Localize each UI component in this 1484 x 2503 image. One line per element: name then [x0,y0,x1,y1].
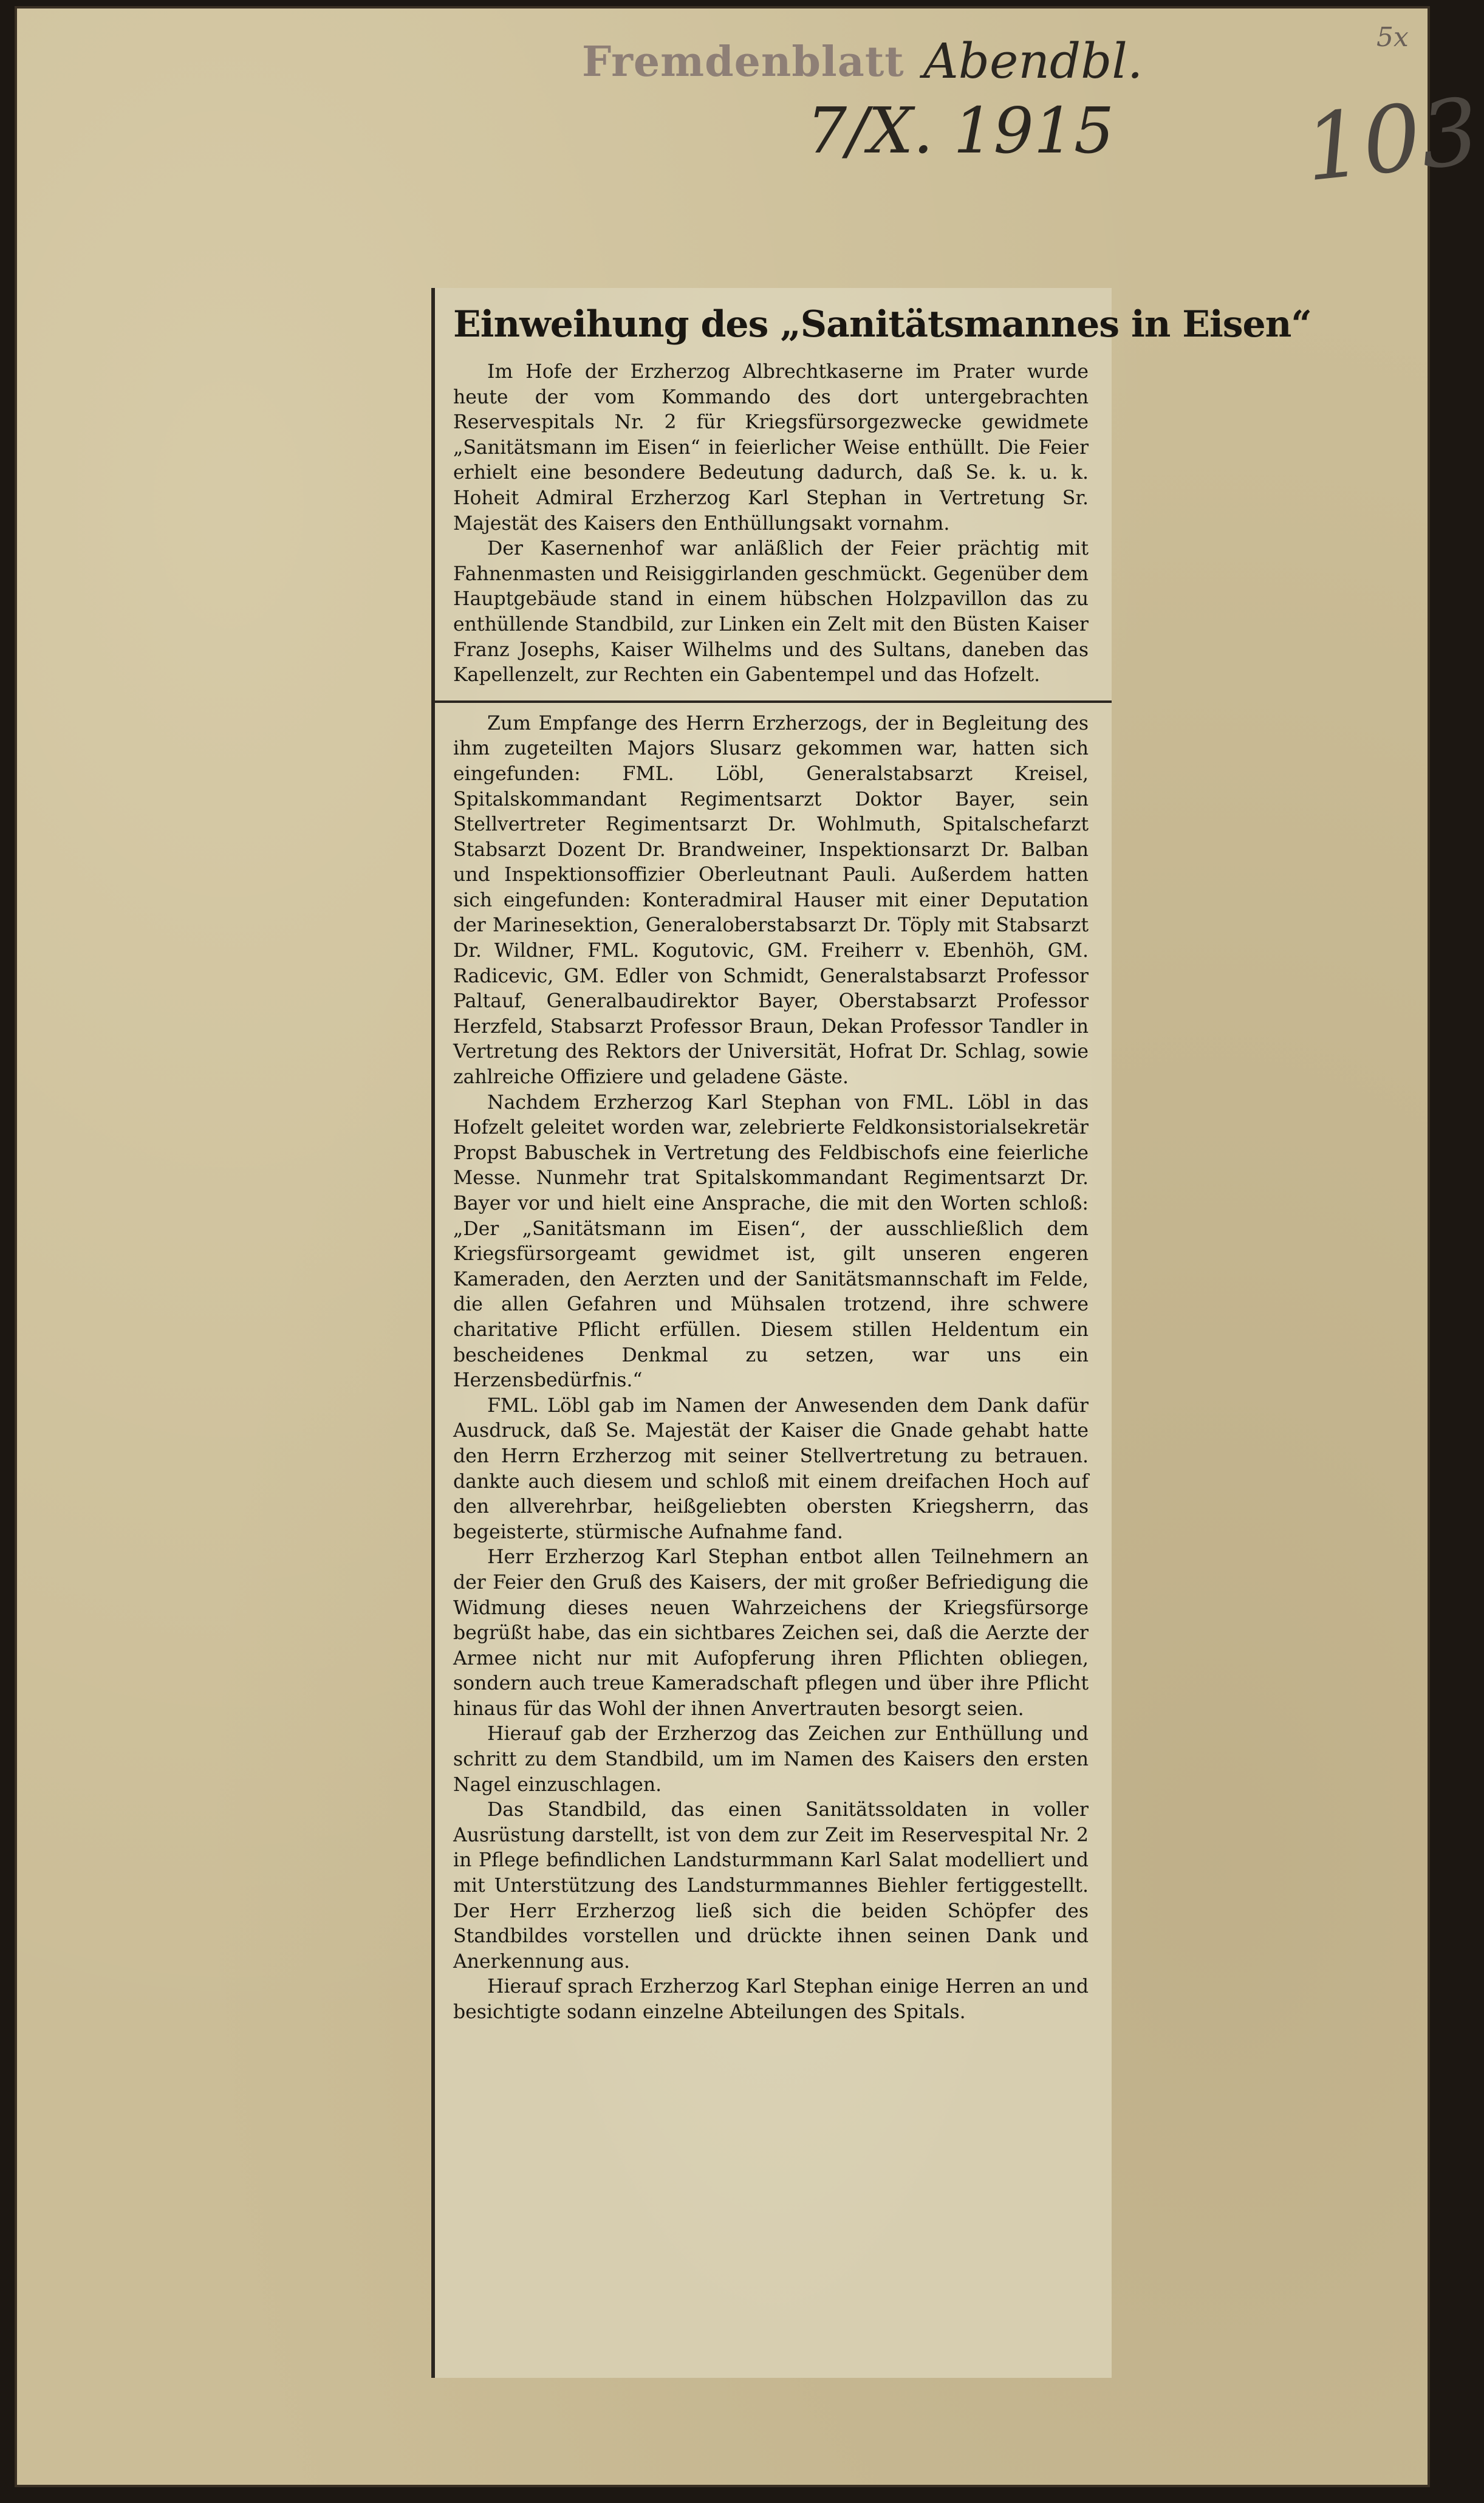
separator-gap [453,703,1089,711]
handwritten-date: 7/X. 1915 [807,94,1115,168]
article-paragraph: Herr Erzherzog Karl Stephan entbot allen Teilnehmern an der Feier den Gruß des Kaisers, der mit großer Befriedigung die Widmung dieses neuen Wahrzeichens der Kriegsfürsorge begrüßt habe, das ein sichtbares Zeichen sei, daß die Aerzte der Armee nicht nur mit Aufopferung ihren Pflichten obliegen, sondern auch treue Kameradschaft pflegen und über ihre Pflicht hinaus für das Wohl der ihnen Anvertrauten besorgt seien. [453,1546,1089,1720]
handwritten-corner-mark: 5x [1376,22,1409,53]
article-paragraph: Hierauf sprach Erzherzog Karl Stephan einige Herren an und besichtigte sodann einzelne Abteilungen des Spitals. [453,1976,1089,2023]
article-headline: Einweihung des „Sanitätsmannes in Eisen“ [453,303,1311,346]
handwritten-folio-number: 103 [1299,78,1484,202]
article-paragraph: Das Standbild, das einen Sanitätssoldaten in voller Ausrüstung darstellt, ist von dem zur Zeit im Reservespital Nr. 2 in Pflege befindlichen Landsturmmann Karl Salat modelliert und mit Unterstützung des Landsturmmannes Biehler fertiggestellt. Der Herr Erzherzog ließ sich die beiden Schöpfer des Standbildes vorstellen und drückte ihnen seinen Dank und Anerkennung aus. [453,1799,1089,1973]
archive-sheet [17,9,1484,2485]
article-paragraph: Zum Empfange des Herrn Erzherzogs, der in Begleitung des ihm zugeteilten Majors Slusarz gekommen war, hatten sich eingefunden: FML. Löbl, Generalstabsarzt Kreisel, Spitalskommandant Regimentsarzt Doktor Bayer, sein Stellvertreter Regimentsarzt Dr. Wohlmuth, Spitalschefarzt Stabsarzt Dozent Dr. Brandweiner, Inspektionsarzt Dr. Balban und Inspektionsoffizier Oberleutnant Pauli. Außerdem hatten sich eingefunden: Konteradmiral Hauser mit einer Deputation der Marinesektion, Generaloberstabsarzt Dr. Töply mit Stabsarzt Dr. Wildner, FML. Kogutovic, GM. Freiherr v. Ebenhöh, GM. Radicevic, GM. Edler von Schmidt, Generalstabsarzt Professor Paltauf, Generalbaudirektor Bayer, Oberstabsarzt Professor Herzfeld, Stabsarzt Professor Braun, Dekan Professor Tandler in Vertretung des Rektors der Universität, Hofrat Dr. Schlag, sowie zahlreiche Offiziere und geladene Gäste. [453,712,1089,1089]
newspaper-stamp: Fremdenblatt [582,38,904,86]
article-paragraph: FML. Löbl gab im Namen der Anwesenden dem Dank dafür Ausdruck, daß Se. Majestät der Kaiser die Gnade gehabt hatte den Herrn Erzherzog mit seiner Stellvertretung zu betrauen. dankte auch diesem und schloß mit einem dreifachen Hoch auf den allverehrbar, heißgeliebten obersten Kriegsherrn, das begeisterte, stürmische Aufnahme fand. [453,1394,1089,1543]
article-paragraph: Der Kasernenhof war anläßlich der Feier prächtig mit Fahnenmasten und Reisiggirlanden geschmückt. Gegenüber dem Hauptgebäude stand in einem hübschen Holzpavillon das zu enthüllende Standbild, zur Linken ein Zelt mit den Büsten Kaiser Franz Josephs, Kaiser Wilhelms und des Sultans, daneben das Kapellenzelt, zur Rechten ein Gabentempel und das Hofzelt. [453,538,1089,687]
article-paragraph: Nachdem Erzherzog Karl Stephan von FML. Löbl in das Hofzelt geleitet worden war, zelebrierte Feldkonsistorialsekretär Propst Babuschek in Vertretung des Feldbischofs eine feierliche Messe. Nunmehr trat Spitalskommandant Regimentsarzt Dr. Bayer vor und hielt eine Ansprache, die mit den Worten schloß: „Der „Sanitätsmann im Eisen“, der ausschließlich dem Kriegsfürsorgeamt gewidmet ist, gilt unseren engeren Kameraden, den Aerzten und der Sanitätsmannschaft im Felde, die allen Gefahren und Mühsalen trotzend, ihre schwere charitative Pflicht erfüllen. Diesem stillen Heldentum ein bescheidenes Denkmal zu setzen, war uns ein Herzensbedürfnis.“ [453,1091,1089,1392]
article-paragraph: Im Hofe der Erzherzog Albrechtkaserne im Prater wurde heute der vom Kommando des dort untergebrachten Reservespitals Nr. 2 für Kriegsfürsorgezwecke gewidmete „Sanitätsmann im Eisen“ in feierlicher Weise enthüllt. Die Feier erhielt eine besondere Bedeutung dadurch, daß Se. k. u. k. Hoheit Admiral Erzherzog Karl Stephan in Vertretung Sr. Majestät des Kaisers den Enthüllungsakt vornahm. [453,361,1089,535]
column-separator [435,688,1112,703]
handwritten-edition: Abendbl. [923,33,1143,89]
article-paragraph: Hierauf gab der Erzherzog das Zeichen zur Enthüllung und schritt zu dem Standbild, um im Namen des Kaisers den ersten Nagel einzuschlagen. [453,1723,1089,1796]
newspaper-clipping [431,288,1311,2378]
